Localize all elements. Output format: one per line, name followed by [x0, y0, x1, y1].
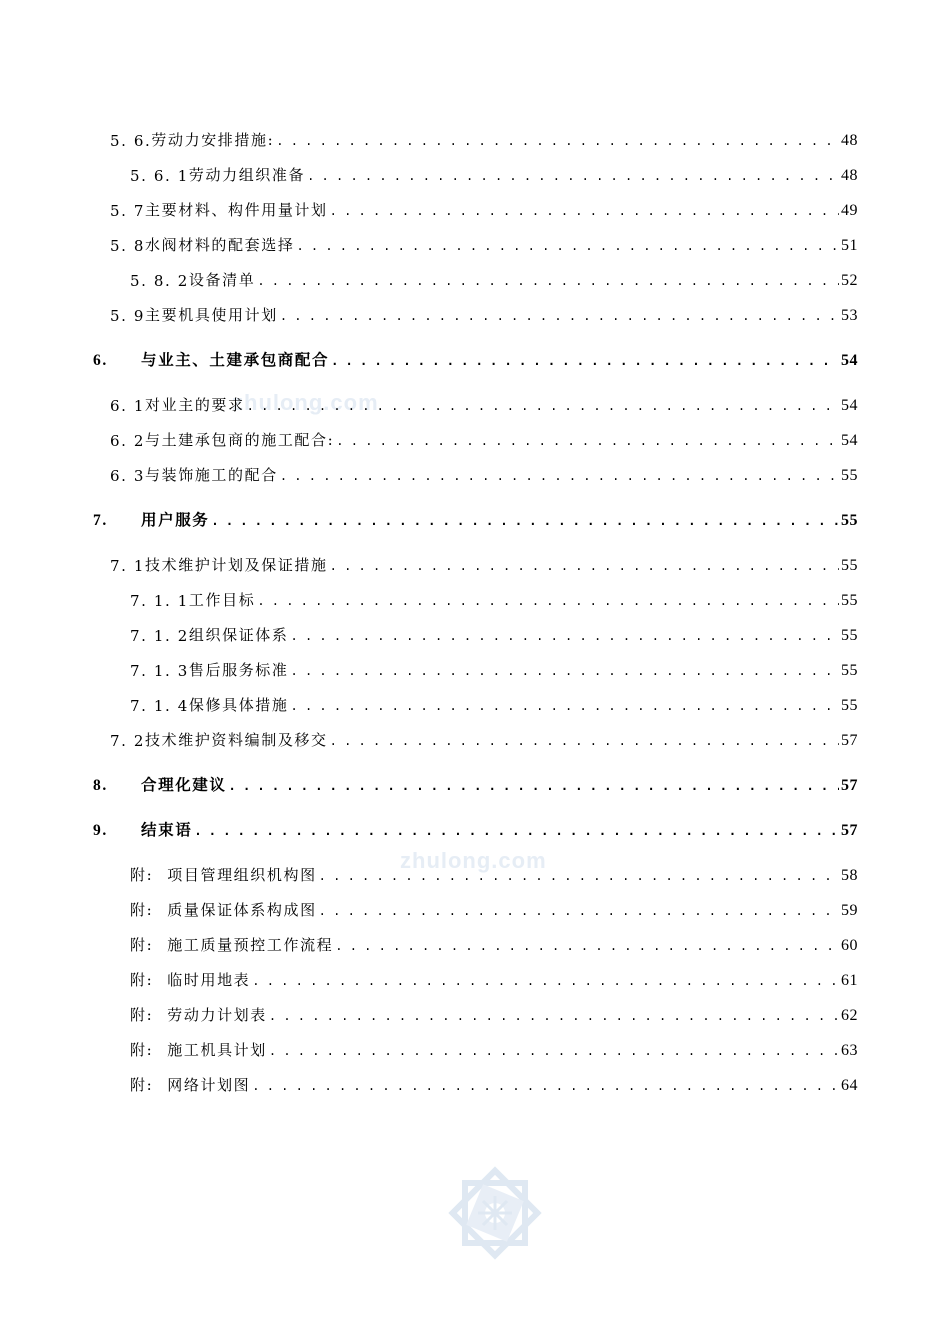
toc-number: 7. 1. 1: [130, 592, 189, 610]
toc-number: 6. 3: [110, 467, 146, 485]
dot-leader: [319, 870, 839, 885]
toc-number: 附:: [130, 936, 154, 954]
toc-page-number: 52: [841, 272, 858, 289]
toc-entry-7-1-3[interactable]: [130, 658, 858, 680]
toc-title: 主要材料、构件用量计划: [145, 201, 328, 219]
toc-entry-7-1-4[interactable]: [130, 693, 858, 715]
dot-leader: [229, 780, 839, 795]
toc-entry-7-2[interactable]: [110, 728, 858, 750]
toc-entry-6[interactable]: [93, 348, 858, 370]
toc-page-number: 57: [841, 777, 858, 794]
dot-leader: [296, 240, 839, 255]
dot-leader: [276, 135, 839, 150]
toc-entry-9[interactable]: [93, 818, 858, 840]
dot-leader: [247, 400, 839, 415]
dot-leader: [331, 355, 839, 370]
toc-entry-7[interactable]: [93, 508, 858, 530]
toc-number: 6. 1: [110, 397, 146, 415]
toc-title: 劳动力组织准备: [188, 166, 306, 184]
dot-leader: [336, 435, 839, 450]
toc-page-number: 57: [841, 822, 858, 839]
toc-number: 5. 6. 1: [130, 167, 189, 185]
toc-title: 施工质量预控工作流程: [167, 936, 334, 954]
dot-leader: [252, 1080, 839, 1095]
toc-entry-5-8[interactable]: [110, 233, 858, 255]
toc-number: 5. 6.: [110, 132, 152, 150]
toc-title: 与装饰施工的配合: [145, 466, 278, 484]
dot-leader: [330, 205, 839, 220]
dot-leader: [211, 515, 839, 530]
toc-number: 5. 9: [110, 307, 146, 325]
dot-leader: [330, 560, 839, 575]
toc-page-number: 63: [841, 1042, 858, 1059]
toc-entry-5-7[interactable]: [110, 198, 858, 220]
dot-leader: [280, 470, 839, 485]
toc-page-number: 54: [841, 397, 858, 414]
dot-leader: [330, 735, 839, 750]
toc-number: 附:: [130, 866, 154, 884]
toc-entry-appendix-2[interactable]: [130, 898, 858, 920]
dot-leader: [269, 1045, 839, 1060]
toc-page-number: 55: [841, 697, 858, 714]
toc-title: 劳动力计划表: [167, 1006, 267, 1024]
toc-page-number: 55: [841, 662, 858, 679]
toc-entry-7-1[interactable]: [110, 553, 858, 575]
toc-page-number: 62: [841, 1007, 858, 1024]
toc-number: 9.: [93, 822, 108, 839]
toc-title: 劳动力安排措施:: [151, 131, 275, 149]
toc-page-number: 51: [841, 237, 858, 254]
dot-leader: [280, 310, 839, 325]
toc-page-number: 49: [841, 202, 858, 219]
toc-number: 7. 1. 4: [130, 697, 189, 715]
toc-title: 临时用地表: [167, 971, 251, 989]
toc-number: 7. 1: [110, 557, 146, 575]
toc-page-number: 55: [841, 592, 858, 609]
toc-title: 设备清单: [188, 271, 256, 289]
toc-number: 7. 1. 2: [130, 627, 189, 645]
dot-leader: [291, 630, 839, 645]
toc-page-number: 55: [841, 557, 858, 574]
toc-title: 与土建承包商的施工配合:: [145, 431, 335, 449]
toc-title: 售后服务标准: [188, 661, 289, 679]
toc-page-number: 64: [841, 1077, 858, 1094]
toc-title: 工作目标: [188, 591, 256, 609]
toc-title: 与业主、土建承包商配合: [141, 350, 330, 369]
toc-title: 保修具体措施: [188, 696, 289, 714]
toc-title: 合理化建议: [141, 775, 227, 794]
toc-number: 附:: [130, 1006, 154, 1024]
toc-entry-7-1-1[interactable]: [130, 588, 858, 610]
toc-number: 5. 7: [110, 202, 146, 220]
toc-entry-6-2[interactable]: [110, 428, 858, 450]
toc-page-number: 55: [841, 627, 858, 644]
toc-page-number: 54: [841, 352, 858, 369]
toc-title: 技术维护计划及保证措施: [145, 556, 328, 574]
toc-entry-appendix-7[interactable]: [130, 1073, 858, 1095]
toc-title: 对业主的要求: [145, 396, 245, 414]
dot-leader: [291, 665, 839, 680]
toc-number: 5. 8: [110, 237, 146, 255]
toc-page-number: 55: [841, 467, 858, 484]
toc-entry-appendix-6[interactable]: [130, 1038, 858, 1060]
dot-leader: [335, 940, 839, 955]
toc-entry-7-1-2[interactable]: [130, 623, 858, 645]
toc-title: 网络计划图: [167, 1076, 251, 1094]
toc-page-number: 61: [841, 972, 858, 989]
toc-title: 结束语: [141, 820, 193, 839]
toc-entry-5-8-2[interactable]: [130, 268, 858, 290]
toc-title: 技术维护资料编制及移交: [145, 731, 328, 749]
toc-entry-8[interactable]: [93, 773, 858, 795]
toc-title: 用户服务: [141, 510, 210, 529]
toc-page-number: 57: [841, 732, 858, 749]
toc-entry-5-6-1[interactable]: [130, 163, 858, 185]
toc-page-number: 55: [841, 512, 858, 529]
toc-number: 附:: [130, 1076, 154, 1094]
toc-title: 水阀材料的配套选择: [145, 236, 295, 254]
dot-leader: [269, 1010, 839, 1025]
dot-leader: [307, 170, 839, 185]
toc-title: 质量保证体系构成图: [167, 901, 317, 919]
toc-number: 5. 8. 2: [130, 272, 189, 290]
toc-number: 6. 2: [110, 432, 146, 450]
toc-title: 组织保证体系: [188, 626, 289, 644]
toc-page-number: 54: [841, 432, 858, 449]
watermark-logo-icon: [440, 1158, 550, 1268]
toc-page-number: 59: [841, 902, 858, 919]
toc-entry-6-1[interactable]: [110, 393, 858, 415]
toc-title: 主要机具使用计划: [145, 306, 278, 324]
toc-entry-appendix-1[interactable]: [130, 863, 858, 885]
toc-page-number: 48: [841, 132, 858, 149]
toc-page-number: 60: [841, 937, 858, 954]
dot-leader: [252, 975, 839, 990]
toc-entry-appendix-3[interactable]: [130, 933, 858, 955]
toc-entry-6-3[interactable]: [110, 463, 858, 485]
toc-number: 7. 1. 3: [130, 662, 189, 680]
toc-page-number: 58: [841, 867, 858, 884]
toc-number: 6.: [93, 352, 108, 369]
toc-entry-appendix-4[interactable]: [130, 968, 858, 990]
toc-page-number: 48: [841, 167, 858, 184]
toc-title: 项目管理组织机构图: [167, 866, 317, 884]
watermark-text-top: zhulong.com: [232, 390, 379, 415]
dot-leader: [319, 905, 839, 920]
toc-number: 7. 2: [110, 732, 146, 750]
watermark-text-mid: zhulong.com: [400, 848, 547, 873]
toc-number: 附:: [130, 971, 154, 989]
toc-page-number: 53: [841, 307, 858, 324]
toc-number: 附:: [130, 901, 154, 919]
toc-entry-appendix-5[interactable]: [130, 1003, 858, 1025]
dot-leader: [257, 275, 839, 290]
dot-leader: [194, 825, 839, 840]
toc-number: 8.: [93, 777, 108, 794]
dot-leader: [291, 700, 839, 715]
toc-entry-5-9[interactable]: [110, 303, 858, 325]
toc-number: 附:: [130, 1041, 154, 1059]
toc-entry-5-6[interactable]: [110, 128, 858, 150]
dot-leader: [257, 595, 839, 610]
toc-title: 施工机具计划: [167, 1041, 267, 1059]
toc-number: 7.: [93, 512, 108, 529]
